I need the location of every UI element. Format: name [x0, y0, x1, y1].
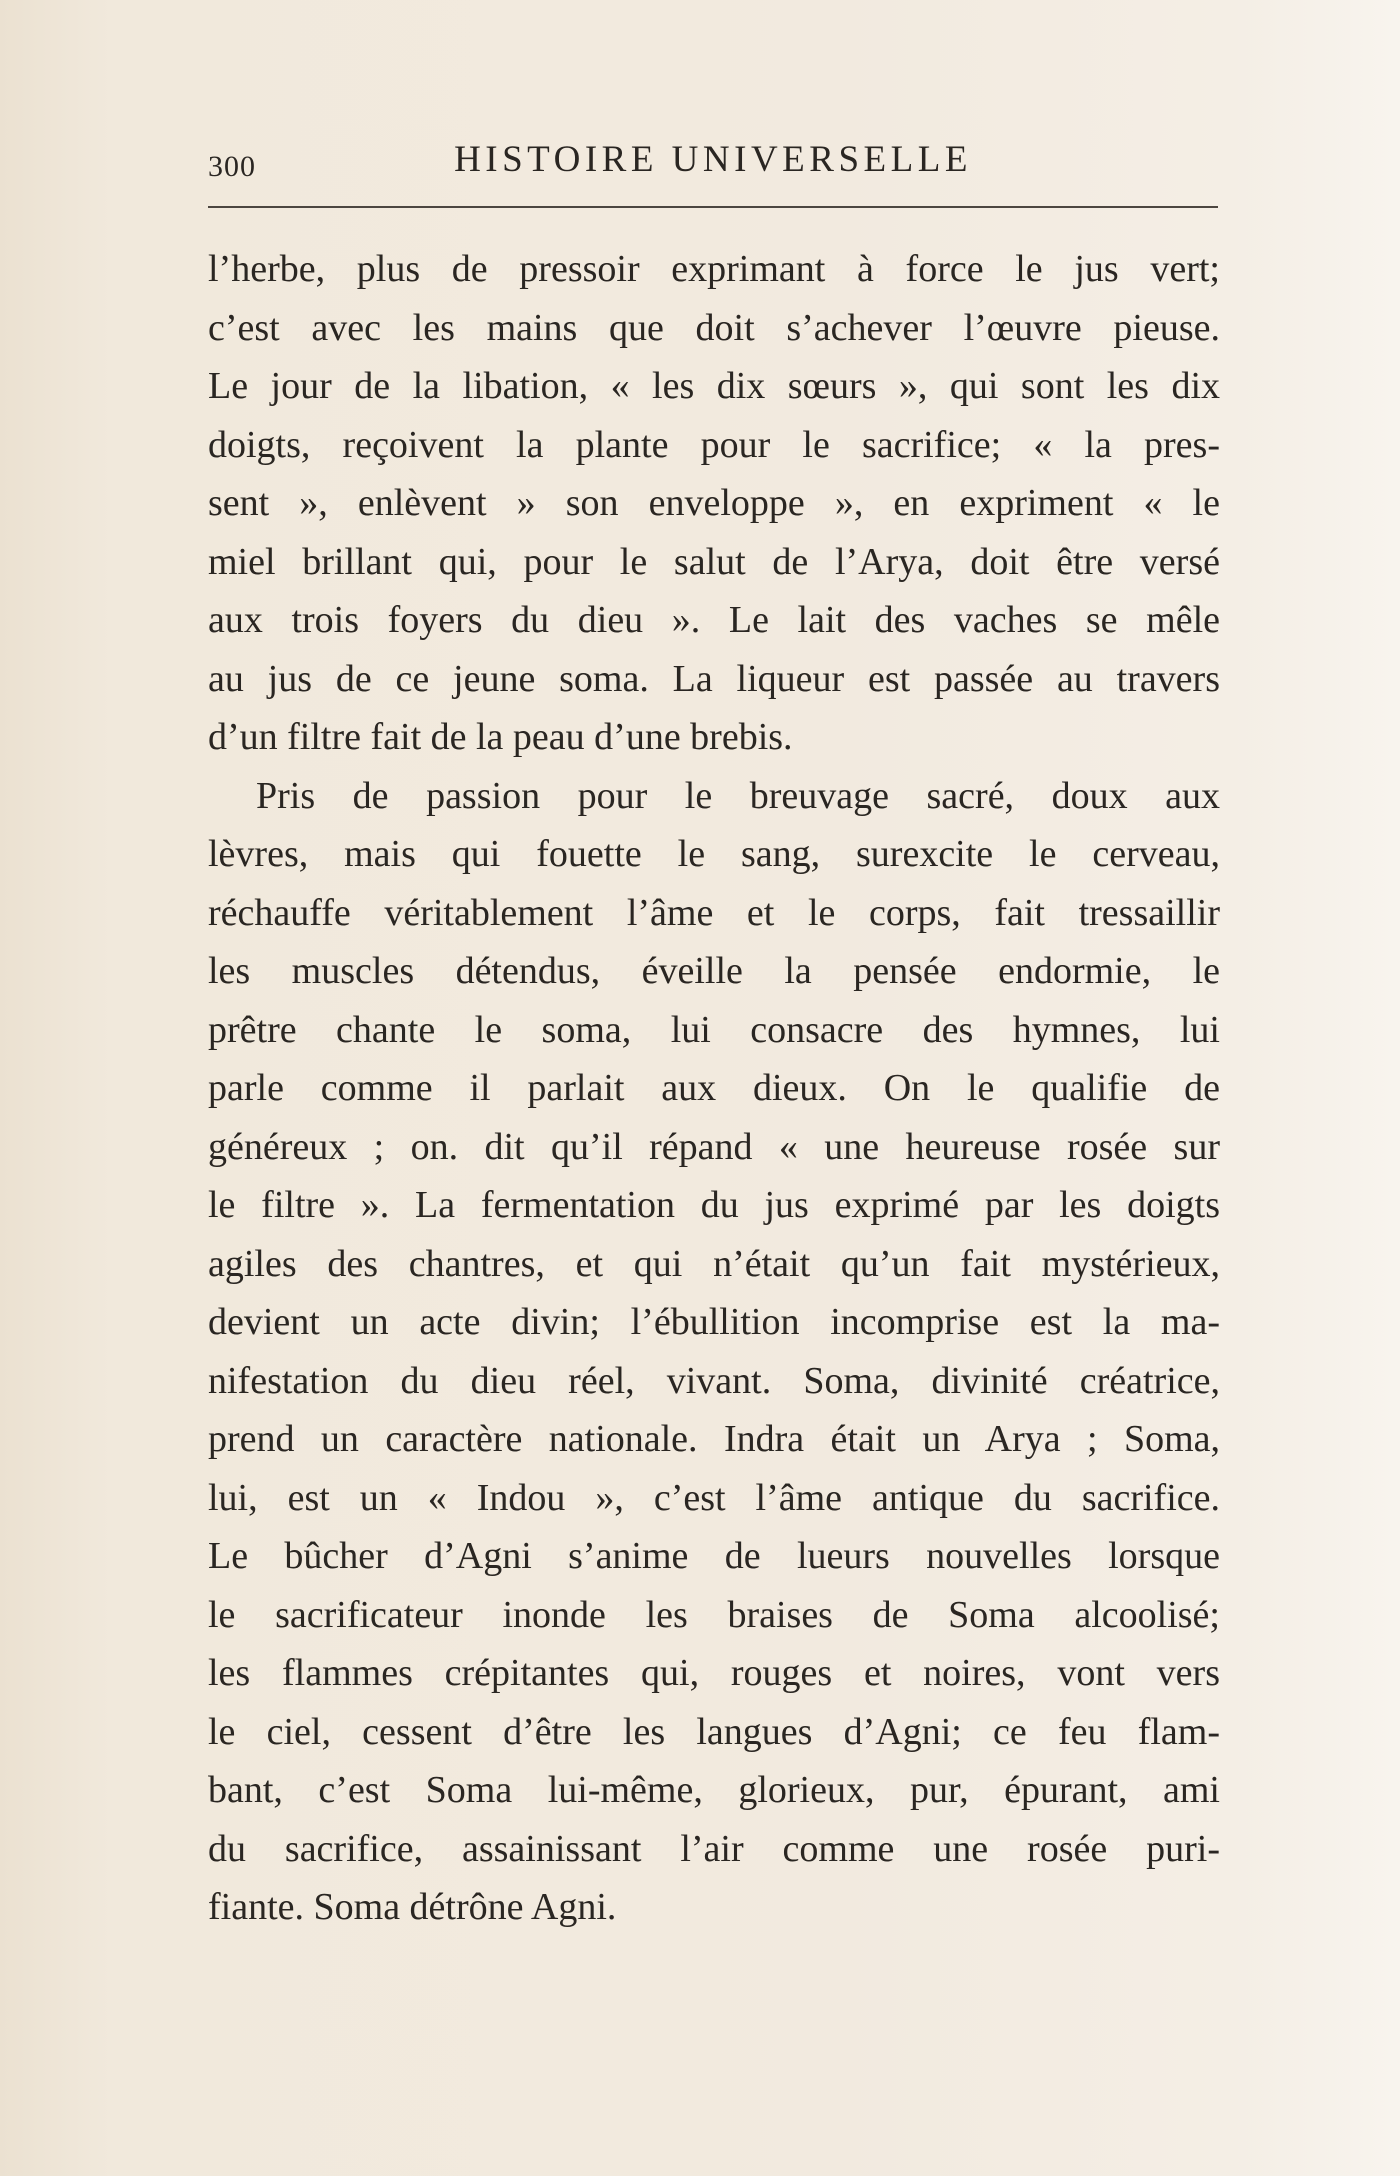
text-line: doigts, reçoivent la plante pour le sacrifice; « la pres- [208, 423, 1220, 466]
text-line: Pris de passion pour le breuvage sacré, doux aux [256, 774, 1220, 817]
text-line: les muscles détendus, éveille la pensée endormie, le [208, 950, 1220, 992]
text-line: miel brillant qui, pour le salut de l’Arya, doit être versé [208, 540, 1220, 583]
text-line: d’un filtre fait de la peau d’une brebis. [208, 716, 793, 758]
paragraph-1 [208, 240, 1220, 767]
text-line: le ciel, cessent d’être les langues d’Agni; ce feu flam- [208, 1710, 1220, 1753]
text-line: réchauffe véritablement l’âme et le corps, fait tressaillir [208, 891, 1220, 934]
text-line: prêtre chante le soma, lui consacre des hymnes, lui [208, 1008, 1220, 1051]
text-line: nifestation du dieu réel, vivant. Soma, divinité créatrice, [208, 1359, 1220, 1402]
text-line: le sacrificateur inonde les braises de Soma alcoolisé; [208, 1593, 1220, 1636]
text-line: c’est avec les mains que doit s’achever l’œuvre pieuse. [208, 306, 1220, 349]
text-line: au jus de ce jeune soma. La liqueur est passée au travers [208, 657, 1220, 700]
text-line: Le jour de la libation, « les dix sœurs », qui sont les dix [208, 365, 1220, 407]
text-line: du sacrifice, assainissant l’air comme une rosée puri- [208, 1827, 1220, 1870]
text-line: Le bûcher d’Agni s’anime de lueurs nouvelles lorsque [208, 1535, 1220, 1577]
text-line: fiante. Soma détrône Agni. [208, 1886, 617, 1928]
text-line: aux trois foyers du dieu ». Le lait des vaches se mêle [208, 599, 1220, 641]
text-line: le filtre ». La fermentation du jus exprimé par les doigts [208, 1184, 1220, 1226]
header-rule [208, 206, 1218, 208]
text-line: devient un acte divin; l’ébullition incomprise est la ma- [208, 1301, 1220, 1343]
text-line: l’herbe, plus de pressoir exprimant à force le jus vert; [208, 248, 1220, 290]
text-line: prend un caractère nationale. Indra était un Arya ; Soma, [208, 1418, 1220, 1460]
text-line: sent », enlèvent » son enveloppe », en expriment « le [208, 482, 1220, 524]
text-line: lèvres, mais qui fouette le sang, surexcite le cerveau, [208, 833, 1220, 875]
text-line: les flammes crépitantes qui, rouges et noires, vont vers [208, 1652, 1220, 1694]
text-line: bant, c’est Soma lui-même, glorieux, pur, épurant, ami [208, 1769, 1220, 1811]
paragraph-2 [208, 767, 1220, 1937]
text-line: agiles des chantres, et qui n’était qu’un fait mystérieux, [208, 1242, 1220, 1285]
text-line: parle comme il parlait aux dieux. On le qualifie de [208, 1067, 1220, 1109]
text-line: généreux ; on. dit qu’il répand « une heureuse rosée sur [208, 1125, 1220, 1168]
running-title: HISTOIRE UNIVERSELLE [454, 139, 972, 180]
text-line: lui, est un « Indou », c’est l’âme antique du sacrifice. [208, 1476, 1220, 1519]
page-header [208, 138, 1218, 188]
body-text [208, 240, 1220, 1937]
page-number: 300 [208, 150, 256, 183]
